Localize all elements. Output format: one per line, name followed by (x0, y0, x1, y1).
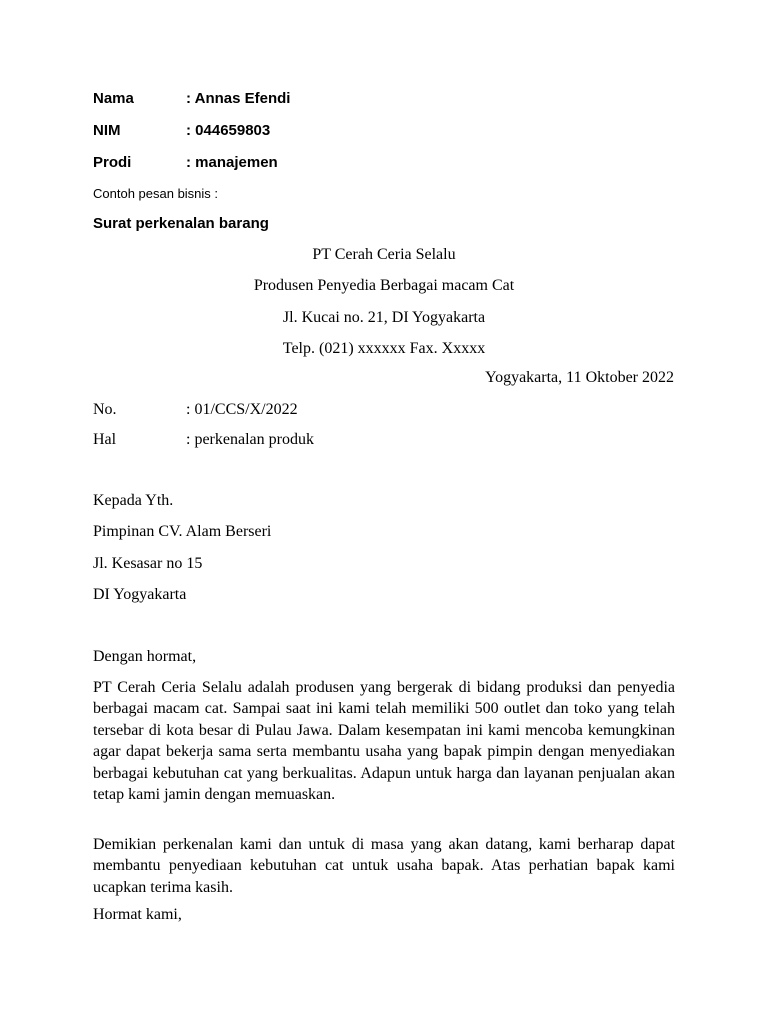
greeting: Dengan hormat, (93, 648, 197, 665)
name-value: : Annas Efendi (186, 90, 291, 107)
letter-type-heading: Surat perkenalan barang (93, 215, 269, 232)
company-name: PT Cerah Ceria Selalu (312, 246, 456, 263)
subject-label: Hal (93, 431, 117, 448)
company-address: Jl. Kucai no. 21, DI Yogyakarta (282, 309, 486, 326)
nim-value: : 044659803 (186, 122, 271, 139)
company-contact: Telp. (021) xxxxxx Fax. Xxxxx (282, 340, 486, 357)
letter-date: Yogyakarta, 11 Oktober 2022 (485, 369, 674, 386)
closing: Hormat kami, (93, 906, 182, 923)
name-label: Nama (93, 90, 134, 107)
example-label: Contoh pesan bisnis : (93, 186, 219, 201)
prodi-label: Prodi (93, 154, 132, 171)
nim-label: NIM (93, 122, 121, 139)
letter-number-value: : 01/CCS/X/2022 (186, 401, 298, 418)
recipient-street: Jl. Kesasar no 15 (93, 555, 203, 572)
recipient-name: Pimpinan CV. Alam Berseri (93, 523, 272, 540)
body-paragraph-1: PT Cerah Ceria Selalu adalah produsen yang bergerak di bidang produksi dan penyedia berbagai macam cat. Sampai saat ini kami telah memiliki 500 outlet dan toko yang telah tersebar di kota besar di Pulau Jawa. Dalam kesempatan ini kami mencoba kemungkinan agar dapat bekerja sama serta membantu usaha yang bapak pimpin dengan menyediakan berbagai kebutuhan cat yang berkualitas. Adapun untuk harga dan layanan penjualan akan tetap kami jamin dengan memuaskan. (93, 679, 675, 804)
recipient-city: DI Yogyakarta (93, 586, 187, 603)
letter-number-label: No. (93, 401, 117, 418)
body-paragraph-2: Demikian perkenalan kami dan untuk di masa yang akan datang, kami berharap dapat membantu penyediaan kebutuhan cat untuk usaha bapak. Atas perhatian bapak kami ucapkan terima kasih. (93, 836, 675, 896)
recipient-salutation: Kepada Yth. (93, 492, 174, 509)
prodi-value: : manajemen (186, 154, 278, 171)
company-tagline: Produsen Penyedia Berbagai macam Cat (253, 277, 515, 294)
subject-value: : perkenalan produk (186, 431, 314, 448)
